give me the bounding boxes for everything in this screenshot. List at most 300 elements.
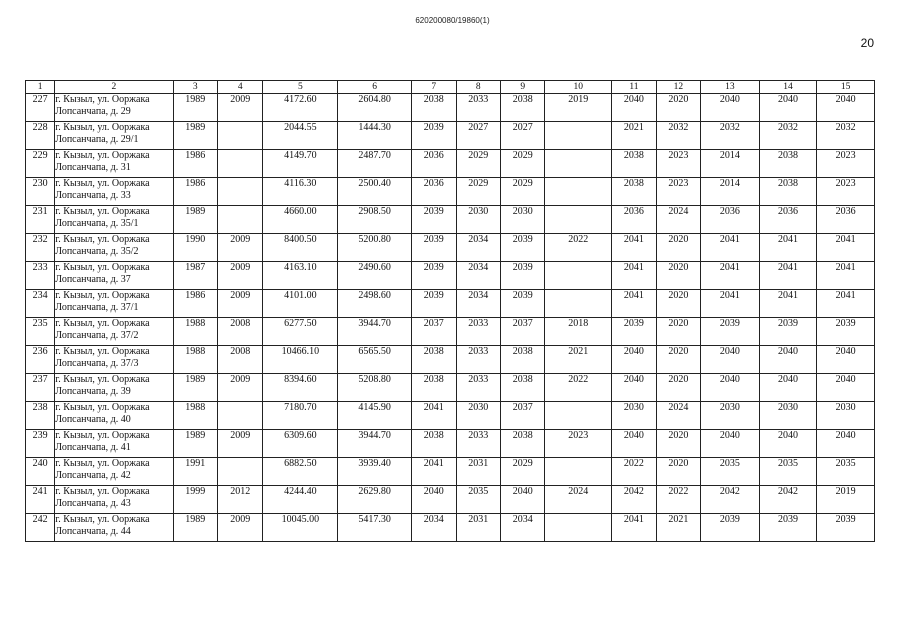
cell-col-15: 2041	[817, 262, 875, 290]
cell-col-7: 2040	[412, 486, 456, 514]
row-number: 231	[26, 206, 55, 234]
cell-col-4: 2008	[218, 318, 263, 346]
address-line-1: г. Кызыл, ул. Ооржака	[55, 262, 150, 273]
cell-col-7: 2041	[412, 458, 456, 486]
row-number: 235	[26, 318, 55, 346]
cell-col-6: 4145.90	[338, 402, 412, 430]
cell-col-3: 1990	[173, 234, 217, 262]
cell-col-9: 2040	[500, 486, 544, 514]
column-header-12: 12	[656, 81, 700, 94]
cell-col-7: 2036	[412, 178, 456, 206]
cell-col-7: 2037	[412, 318, 456, 346]
address-line-2: Лопсанчапа, д. 37/3	[55, 358, 139, 369]
cell-col-8: 2027	[456, 122, 500, 150]
cell-col-10	[545, 150, 612, 178]
cell-col-8: 2033	[456, 318, 500, 346]
cell-col-15: 2040	[817, 374, 875, 402]
cell-col-5: 4149.70	[263, 150, 338, 178]
cell-col-10	[545, 262, 612, 290]
cell-col-11: 2039	[612, 318, 656, 346]
cell-col-15: 2040	[817, 430, 875, 458]
address-cell	[55, 402, 173, 430]
cell-col-4: 2008	[218, 346, 263, 374]
cell-col-10	[545, 458, 612, 486]
cell-col-14: 2039	[759, 318, 817, 346]
cell-col-15: 2041	[817, 234, 875, 262]
cell-col-6: 2498.60	[338, 290, 412, 318]
cell-col-3: 1989	[173, 122, 217, 150]
address-line-1: г. Кызыл, ул. Ооржака	[55, 206, 150, 217]
table-row	[26, 402, 875, 430]
cell-col-10: 2024	[545, 486, 612, 514]
cell-col-3: 1987	[173, 262, 217, 290]
address-cell	[55, 346, 173, 374]
address-line-1: г. Кызыл, ул. Ооржака	[55, 234, 150, 245]
cell-col-4: 2009	[218, 430, 263, 458]
cell-col-11: 2040	[612, 374, 656, 402]
cell-col-12: 2020	[656, 94, 700, 122]
data-table	[25, 80, 875, 542]
column-header-14: 14	[759, 81, 817, 94]
column-header-3: 3	[173, 81, 217, 94]
cell-col-11: 2041	[612, 234, 656, 262]
cell-col-13: 2041	[701, 290, 760, 318]
address-line-1: г. Кызыл, ул. Ооржака	[55, 374, 150, 385]
cell-col-7: 2036	[412, 150, 456, 178]
row-number: 228	[26, 122, 55, 150]
cell-col-9: 2037	[500, 318, 544, 346]
cell-col-14: 2035	[759, 458, 817, 486]
row-number: 240	[26, 458, 55, 486]
cell-col-7: 2039	[412, 122, 456, 150]
cell-col-9: 2034	[500, 514, 544, 542]
cell-col-15: 2039	[817, 514, 875, 542]
page-number: 20	[860, 36, 874, 50]
cell-col-6: 1444.30	[338, 122, 412, 150]
column-header-11: 11	[612, 81, 656, 94]
cell-col-12: 2020	[656, 374, 700, 402]
address-cell	[55, 514, 173, 542]
cell-col-9: 2039	[500, 262, 544, 290]
row-number: 238	[26, 402, 55, 430]
cell-col-7: 2038	[412, 346, 456, 374]
cell-col-15: 2030	[817, 402, 875, 430]
cell-col-6: 2500.40	[338, 178, 412, 206]
cell-col-10: 2023	[545, 430, 612, 458]
cell-col-13: 2039	[701, 318, 760, 346]
cell-col-6: 2908.50	[338, 206, 412, 234]
cell-col-4: 2009	[218, 514, 263, 542]
cell-col-12: 2032	[656, 122, 700, 150]
address-cell	[55, 290, 173, 318]
cell-col-4	[218, 206, 263, 234]
cell-col-8: 2029	[456, 150, 500, 178]
cell-col-12: 2024	[656, 402, 700, 430]
table-row	[26, 430, 875, 458]
cell-col-11: 2040	[612, 346, 656, 374]
cell-col-10: 2021	[545, 346, 612, 374]
cell-col-7: 2039	[412, 290, 456, 318]
cell-col-4	[218, 458, 263, 486]
table-row	[26, 262, 875, 290]
cell-col-12: 2020	[656, 346, 700, 374]
cell-col-13: 2014	[701, 178, 760, 206]
address-line-1: г. Кызыл, ул. Ооржака	[55, 150, 150, 161]
cell-col-13: 2014	[701, 150, 760, 178]
address-line-1: г. Кызыл, ул. Ооржака	[55, 318, 150, 329]
address-line-2: Лопсанчапа, д. 43	[55, 498, 131, 509]
cell-col-3: 1989	[173, 430, 217, 458]
cell-col-13: 2041	[701, 234, 760, 262]
table-row	[26, 206, 875, 234]
cell-col-10	[545, 514, 612, 542]
cell-col-11: 2040	[612, 430, 656, 458]
row-number: 239	[26, 430, 55, 458]
address-cell	[55, 206, 173, 234]
cell-col-6: 2629.80	[338, 486, 412, 514]
cell-col-4	[218, 402, 263, 430]
address-line-2: Лопсанчапа, д. 35/1	[55, 218, 139, 229]
row-number: 232	[26, 234, 55, 262]
cell-col-15: 2023	[817, 178, 875, 206]
cell-col-10	[545, 206, 612, 234]
cell-col-10: 2022	[545, 234, 612, 262]
cell-col-8: 2034	[456, 290, 500, 318]
column-header-8: 8	[456, 81, 500, 94]
cell-col-4	[218, 178, 263, 206]
cell-col-9: 2038	[500, 430, 544, 458]
cell-col-14: 2040	[759, 374, 817, 402]
address-line-2: Лопсанчапа, д. 31	[55, 162, 131, 173]
address-line-1: г. Кызыл, ул. Ооржака	[55, 290, 150, 301]
cell-col-15: 2040	[817, 94, 875, 122]
cell-col-14: 2041	[759, 234, 817, 262]
address-line-1: г. Кызыл, ул. Ооржака	[55, 458, 150, 469]
cell-col-3: 1989	[173, 514, 217, 542]
address-cell	[55, 430, 173, 458]
cell-col-3: 1988	[173, 346, 217, 374]
cell-col-9: 2038	[500, 346, 544, 374]
cell-col-8: 2034	[456, 234, 500, 262]
cell-col-12: 2020	[656, 262, 700, 290]
cell-col-8: 2033	[456, 430, 500, 458]
cell-col-3: 1989	[173, 206, 217, 234]
cell-col-12: 2023	[656, 150, 700, 178]
cell-col-5: 10466.10	[263, 346, 338, 374]
address-cell	[55, 374, 173, 402]
table-row	[26, 290, 875, 318]
cell-col-3: 1988	[173, 318, 217, 346]
cell-col-15: 2035	[817, 458, 875, 486]
row-number: 227	[26, 94, 55, 122]
address-line-2: Лопсанчапа, д. 37/2	[55, 330, 139, 341]
address-line-2: Лопсанчапа, д. 41	[55, 442, 131, 453]
address-line-2: Лопсанчапа, д. 40	[55, 414, 131, 425]
table-row	[26, 318, 875, 346]
table-row	[26, 458, 875, 486]
cell-col-6: 3944.70	[338, 430, 412, 458]
cell-col-10: 2018	[545, 318, 612, 346]
cell-col-3: 1986	[173, 178, 217, 206]
cell-col-11: 2041	[612, 290, 656, 318]
cell-col-13: 2030	[701, 402, 760, 430]
cell-col-4: 2009	[218, 94, 263, 122]
cell-col-11: 2038	[612, 150, 656, 178]
cell-col-8: 2035	[456, 486, 500, 514]
cell-col-15: 2032	[817, 122, 875, 150]
cell-col-5: 4101.00	[263, 290, 338, 318]
cell-col-11: 2036	[612, 206, 656, 234]
cell-col-10	[545, 122, 612, 150]
cell-col-8: 2030	[456, 402, 500, 430]
cell-col-6: 5208.80	[338, 374, 412, 402]
cell-col-7: 2038	[412, 374, 456, 402]
cell-col-3: 1986	[173, 290, 217, 318]
cell-col-7: 2039	[412, 206, 456, 234]
table-row	[26, 514, 875, 542]
address-line-1: г. Кызыл, ул. Ооржака	[55, 346, 150, 357]
cell-col-11: 2021	[612, 122, 656, 150]
address-cell	[55, 262, 173, 290]
table-row	[26, 150, 875, 178]
cell-col-5: 6882.50	[263, 458, 338, 486]
table-row	[26, 178, 875, 206]
row-number: 236	[26, 346, 55, 374]
cell-col-5: 4244.40	[263, 486, 338, 514]
cell-col-14: 2041	[759, 262, 817, 290]
cell-col-9: 2037	[500, 402, 544, 430]
cell-col-7: 2039	[412, 262, 456, 290]
table-header-row	[26, 81, 875, 94]
address-cell	[55, 486, 173, 514]
cell-col-9: 2029	[500, 458, 544, 486]
address-line-2: Лопсанчапа, д. 29/1	[55, 134, 139, 145]
row-number: 233	[26, 262, 55, 290]
cell-col-4: 2009	[218, 374, 263, 402]
address-cell	[55, 178, 173, 206]
cell-col-12: 2023	[656, 178, 700, 206]
address-line-1: г. Кызыл, ул. Ооржака	[55, 514, 150, 525]
cell-col-10: 2019	[545, 94, 612, 122]
cell-col-12: 2020	[656, 318, 700, 346]
address-line-2: Лопсанчапа, д. 37	[55, 274, 131, 285]
cell-col-3: 1989	[173, 94, 217, 122]
table-row	[26, 346, 875, 374]
address-line-1: г. Кызыл, ул. Ооржака	[55, 122, 150, 133]
cell-col-5: 6309.60	[263, 430, 338, 458]
cell-col-12: 2020	[656, 290, 700, 318]
address-cell	[55, 94, 173, 122]
cell-col-10	[545, 290, 612, 318]
cell-col-15: 2019	[817, 486, 875, 514]
cell-col-10: 2022	[545, 374, 612, 402]
cell-col-12: 2024	[656, 206, 700, 234]
cell-col-6: 3939.40	[338, 458, 412, 486]
cell-col-13: 2039	[701, 514, 760, 542]
address-cell	[55, 234, 173, 262]
cell-col-12: 2020	[656, 458, 700, 486]
cell-col-4	[218, 122, 263, 150]
cell-col-11: 2041	[612, 262, 656, 290]
address-line-1: г. Кызыл, ул. Ооржака	[55, 486, 150, 497]
row-number: 242	[26, 514, 55, 542]
address-line-1: г. Кызыл, ул. Ооржака	[55, 402, 150, 413]
row-number: 237	[26, 374, 55, 402]
cell-col-12: 2022	[656, 486, 700, 514]
cell-col-7: 2038	[412, 94, 456, 122]
cell-col-7: 2041	[412, 402, 456, 430]
cell-col-11: 2030	[612, 402, 656, 430]
address-line-2: Лопсанчапа, д. 29	[55, 106, 131, 117]
cell-col-11: 2040	[612, 94, 656, 122]
cell-col-11: 2038	[612, 178, 656, 206]
column-header-6: 6	[338, 81, 412, 94]
column-header-9: 9	[500, 81, 544, 94]
column-header-15: 15	[817, 81, 875, 94]
address-line-1: г. Кызыл, ул. Ооржака	[55, 430, 150, 441]
address-line-2: Лопсанчапа, д. 37/1	[55, 302, 139, 313]
address-line-1: г. Кызыл, ул. Ооржака	[55, 94, 150, 105]
cell-col-14: 2030	[759, 402, 817, 430]
cell-col-9: 2038	[500, 374, 544, 402]
cell-col-10	[545, 178, 612, 206]
cell-col-7: 2038	[412, 430, 456, 458]
cell-col-5: 4172.60	[263, 94, 338, 122]
cell-col-5: 4163.10	[263, 262, 338, 290]
cell-col-13: 2040	[701, 430, 760, 458]
column-header-2: 2	[55, 81, 173, 94]
cell-col-6: 2490.60	[338, 262, 412, 290]
table-row	[26, 234, 875, 262]
cell-col-11: 2041	[612, 514, 656, 542]
cell-col-14: 2036	[759, 206, 817, 234]
cell-col-6: 5417.30	[338, 514, 412, 542]
address-line-2: Лопсанчапа, д. 42	[55, 470, 131, 481]
cell-col-9: 2030	[500, 206, 544, 234]
cell-col-14: 2042	[759, 486, 817, 514]
cell-col-8: 2031	[456, 458, 500, 486]
cell-col-5: 6277.50	[263, 318, 338, 346]
cell-col-11: 2042	[612, 486, 656, 514]
cell-col-14: 2038	[759, 178, 817, 206]
cell-col-5: 2044.55	[263, 122, 338, 150]
cell-col-15: 2023	[817, 150, 875, 178]
cell-col-5: 7180.70	[263, 402, 338, 430]
table-row	[26, 94, 875, 122]
cell-col-13: 2041	[701, 262, 760, 290]
cell-col-4	[218, 150, 263, 178]
cell-col-9: 2027	[500, 122, 544, 150]
cell-col-14: 2032	[759, 122, 817, 150]
cell-col-15: 2040	[817, 346, 875, 374]
cell-col-12: 2020	[656, 430, 700, 458]
cell-col-4: 2009	[218, 262, 263, 290]
cell-col-4: 2012	[218, 486, 263, 514]
cell-col-13: 2035	[701, 458, 760, 486]
table-row	[26, 486, 875, 514]
cell-col-8: 2030	[456, 206, 500, 234]
cell-col-10	[545, 402, 612, 430]
cell-col-14: 2040	[759, 430, 817, 458]
cell-col-14: 2040	[759, 94, 817, 122]
cell-col-3: 1988	[173, 402, 217, 430]
address-cell	[55, 150, 173, 178]
cell-col-8: 2029	[456, 178, 500, 206]
table-row	[26, 374, 875, 402]
table-row	[26, 122, 875, 150]
cell-col-9: 2038	[500, 94, 544, 122]
cell-col-14: 2041	[759, 290, 817, 318]
address-line-2: Лопсанчапа, д. 44	[55, 526, 131, 537]
cell-col-13: 2042	[701, 486, 760, 514]
cell-col-3: 1989	[173, 374, 217, 402]
cell-col-3: 1991	[173, 458, 217, 486]
cell-col-14: 2039	[759, 514, 817, 542]
cell-col-7: 2034	[412, 514, 456, 542]
cell-col-5: 4660.00	[263, 206, 338, 234]
row-number: 230	[26, 178, 55, 206]
cell-col-12: 2020	[656, 234, 700, 262]
cell-col-9: 2029	[500, 150, 544, 178]
cell-col-15: 2041	[817, 290, 875, 318]
cell-col-7: 2039	[412, 234, 456, 262]
cell-col-5: 4116.30	[263, 178, 338, 206]
document-id: 620200080/19860(1)	[415, 16, 490, 25]
cell-col-9: 2029	[500, 178, 544, 206]
address-cell	[55, 458, 173, 486]
column-header-4: 4	[218, 81, 263, 94]
column-header-5: 5	[263, 81, 338, 94]
row-number: 229	[26, 150, 55, 178]
address-cell	[55, 318, 173, 346]
cell-col-8: 2031	[456, 514, 500, 542]
column-header-10: 10	[545, 81, 612, 94]
address-cell	[55, 122, 173, 150]
cell-col-13: 2040	[701, 374, 760, 402]
cell-col-5: 10045.00	[263, 514, 338, 542]
cell-col-13: 2040	[701, 346, 760, 374]
cell-col-5: 8400.50	[263, 234, 338, 262]
cell-col-8: 2033	[456, 94, 500, 122]
cell-col-13: 2036	[701, 206, 760, 234]
cell-col-12: 2021	[656, 514, 700, 542]
cell-col-6: 2487.70	[338, 150, 412, 178]
column-header-7: 7	[412, 81, 456, 94]
address-line-1: г. Кызыл, ул. Ооржака	[55, 178, 150, 189]
cell-col-8: 2033	[456, 374, 500, 402]
cell-col-13: 2040	[701, 94, 760, 122]
cell-col-8: 2033	[456, 346, 500, 374]
cell-col-4: 2009	[218, 234, 263, 262]
cell-col-9: 2039	[500, 290, 544, 318]
row-number: 241	[26, 486, 55, 514]
cell-col-8: 2034	[456, 262, 500, 290]
cell-col-5: 8394.60	[263, 374, 338, 402]
cell-col-6: 6565.50	[338, 346, 412, 374]
cell-col-4: 2009	[218, 290, 263, 318]
cell-col-15: 2036	[817, 206, 875, 234]
address-line-2: Лопсанчапа, д. 33	[55, 190, 131, 201]
column-header-13: 13	[701, 81, 760, 94]
cell-col-14: 2040	[759, 346, 817, 374]
cell-col-15: 2039	[817, 318, 875, 346]
cell-col-3: 1999	[173, 486, 217, 514]
cell-col-11: 2022	[612, 458, 656, 486]
cell-col-9: 2039	[500, 234, 544, 262]
address-line-2: Лопсанчапа, д. 39	[55, 386, 131, 397]
cell-col-6: 2604.80	[338, 94, 412, 122]
address-line-2: Лопсанчапа, д. 35/2	[55, 246, 139, 257]
